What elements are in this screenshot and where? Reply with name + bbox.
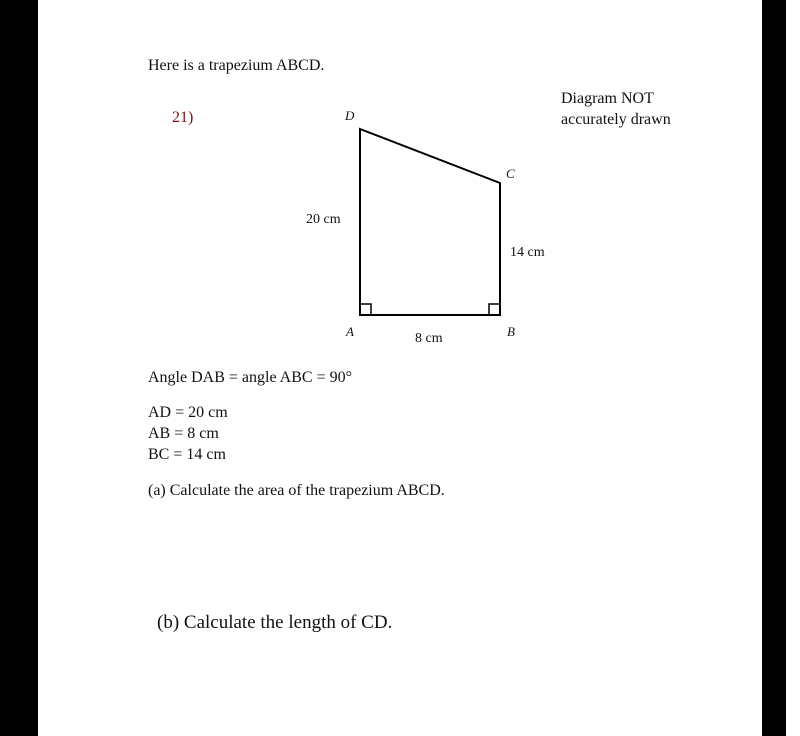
question-number: 21) bbox=[172, 109, 194, 126]
given-ab: AB = 8 cm bbox=[148, 425, 219, 442]
right-angle-b bbox=[489, 304, 500, 315]
right-angle-a bbox=[360, 304, 371, 315]
side-ab-label: 8 cm bbox=[415, 331, 443, 346]
question-part-b: (b) Calculate the length of CD. bbox=[157, 612, 393, 633]
trapezium-shape bbox=[360, 129, 500, 315]
side-ad-label: 20 cm bbox=[306, 212, 341, 227]
given-ad: AD = 20 cm bbox=[148, 404, 228, 421]
given-angle: Angle DAB = angle ABC = 90° bbox=[148, 369, 352, 386]
intro-text: Here is a trapezium ABCD. bbox=[148, 57, 325, 74]
vertex-b-label: B bbox=[507, 324, 515, 339]
side-bc-label: 14 cm bbox=[510, 245, 545, 260]
vertex-d-label: D bbox=[345, 108, 355, 123]
vertex-a-label: A bbox=[346, 324, 354, 339]
vertex-c-label: C bbox=[506, 166, 515, 181]
diagram-note-line2: accurately drawn bbox=[561, 111, 671, 128]
given-bc: BC = 14 cm bbox=[148, 446, 226, 463]
diagram-note-line1: Diagram NOT bbox=[561, 90, 654, 107]
question-part-a: (a) Calculate the area of the trapezium ABCD. bbox=[148, 482, 445, 499]
